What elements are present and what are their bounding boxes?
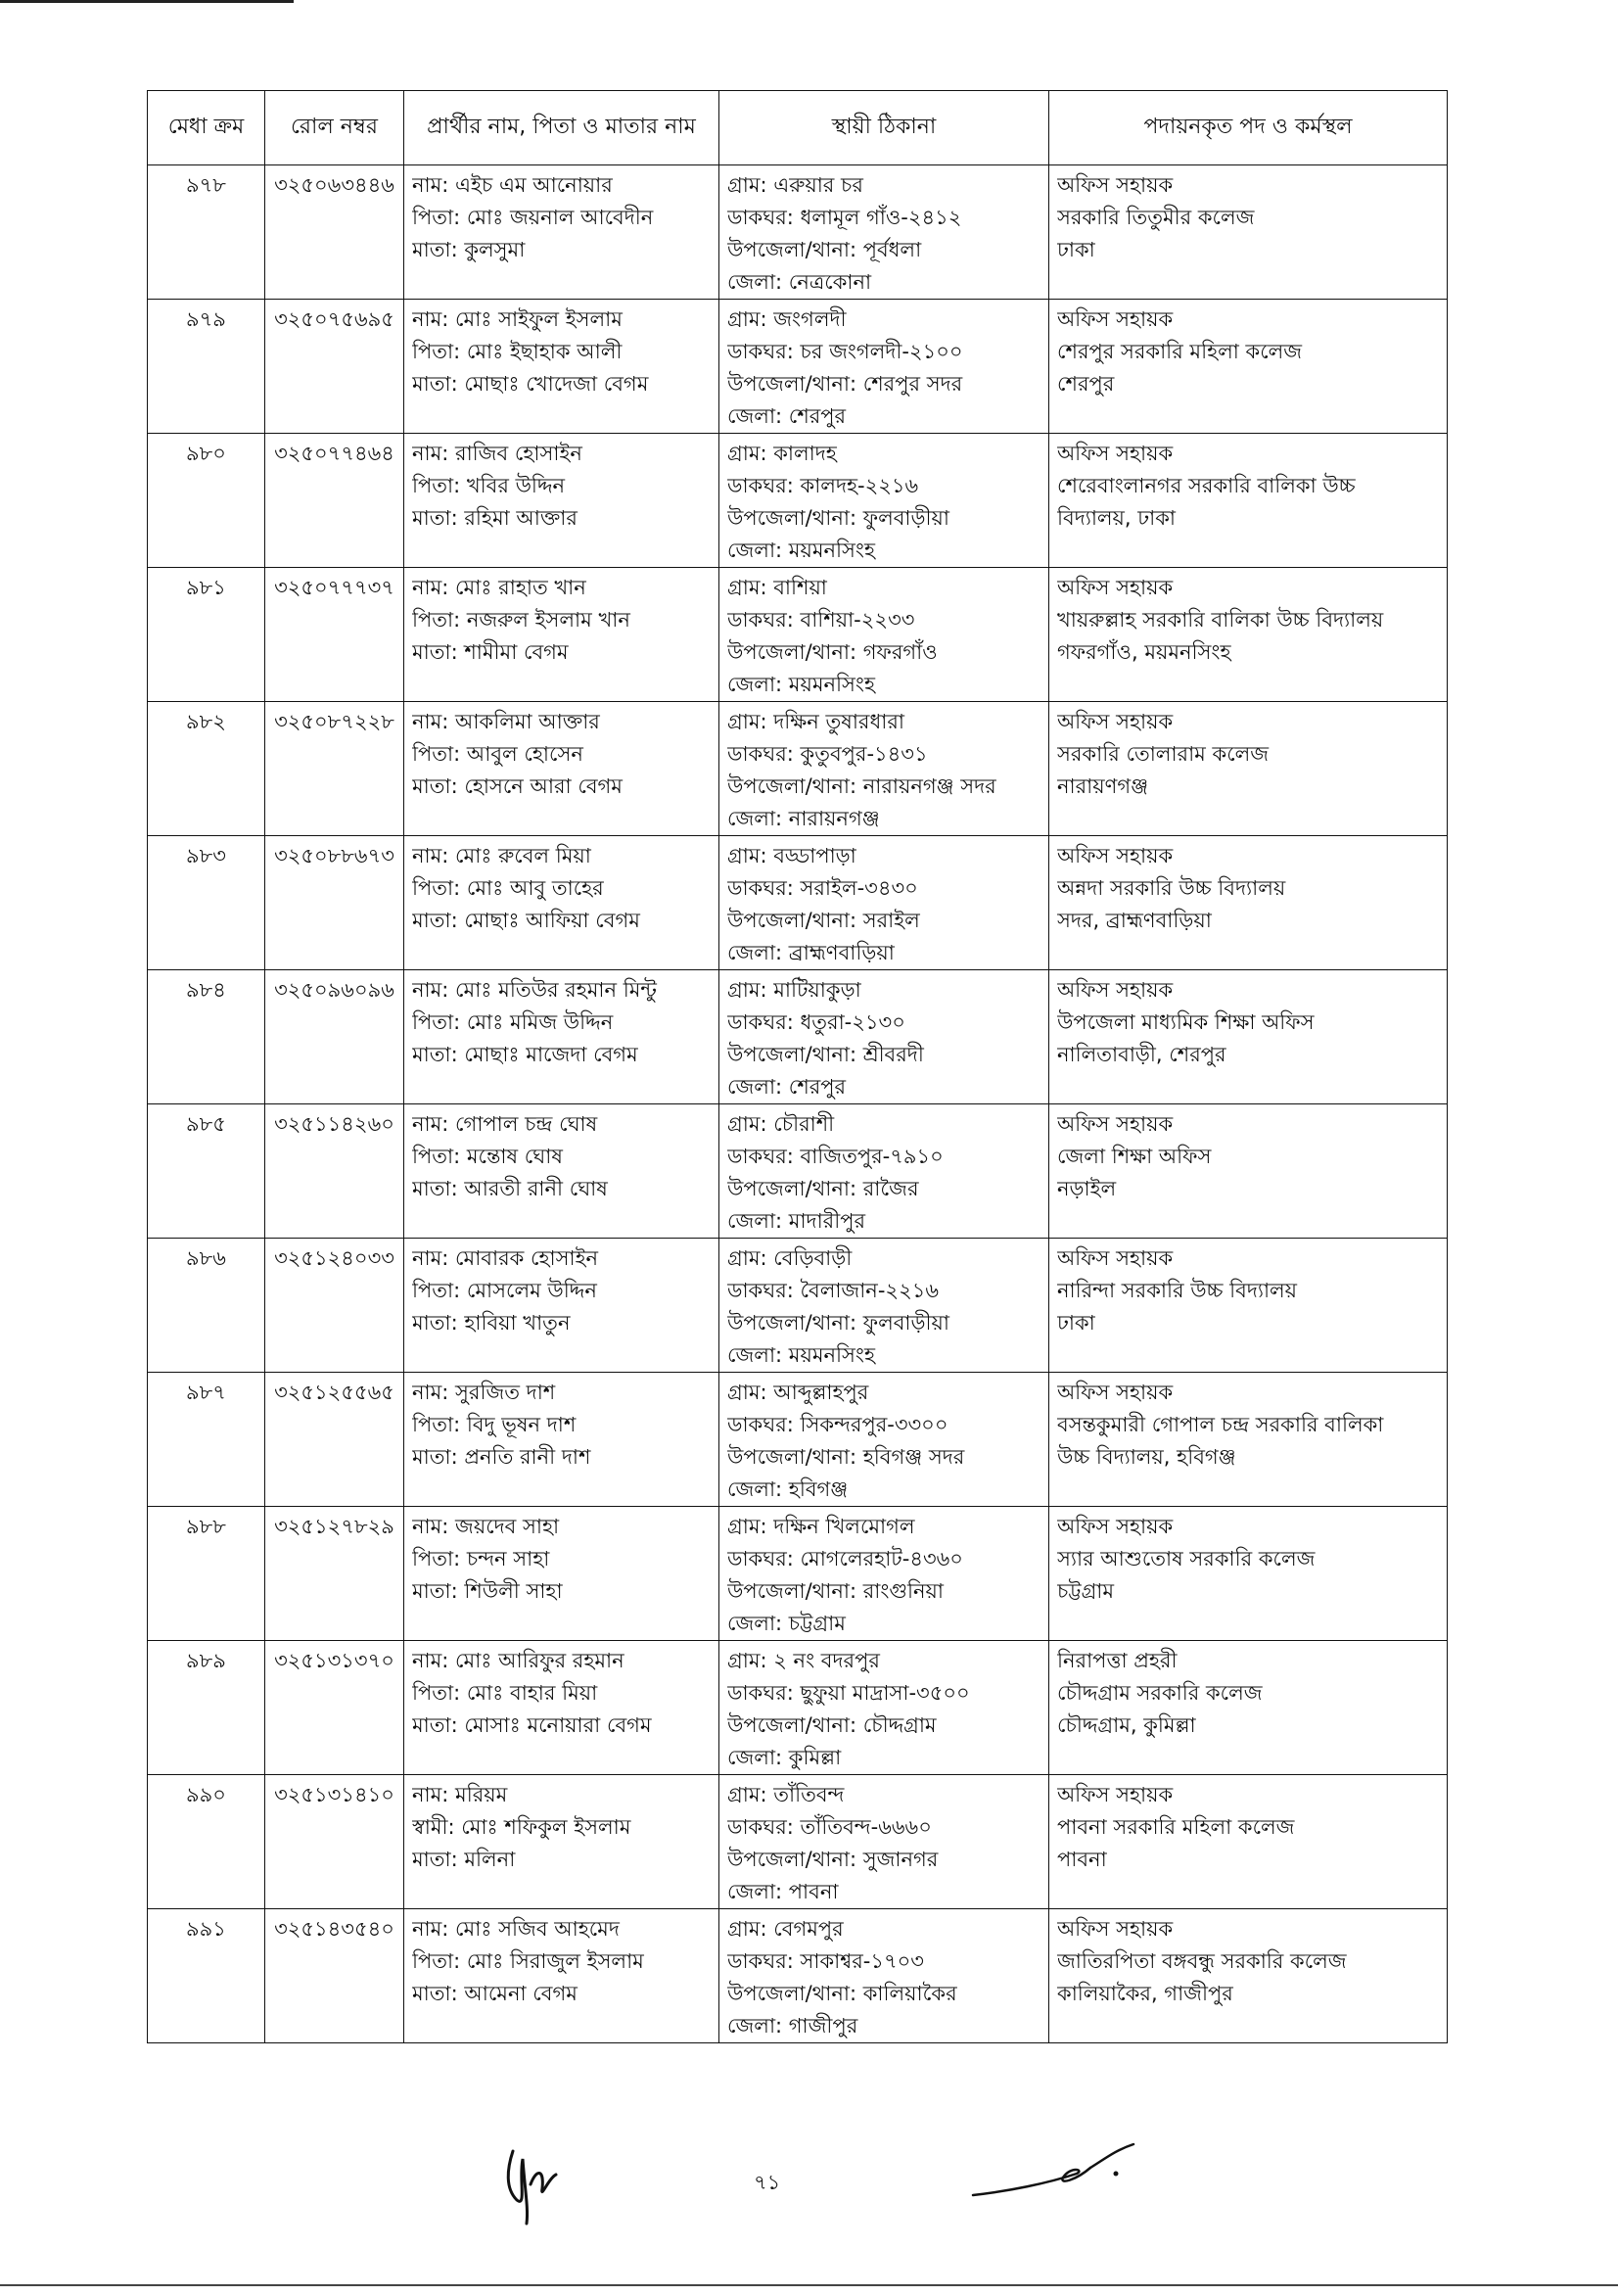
merit-serial-cell: ৯৭৮ bbox=[148, 165, 265, 300]
posting-line: জাতিরপিতা বঙ্গবন্ধু সরকারি কলেজ bbox=[1057, 1949, 1347, 1973]
candidate-info-line: পিতা: মোঃ ইছাহাক আলী bbox=[412, 340, 623, 363]
address-line: জেলা: চট্টগ্রাম bbox=[727, 1612, 846, 1635]
merit-serial-cell: ৯৯১ bbox=[148, 1909, 265, 2043]
posting-cell bbox=[1049, 1507, 1448, 1641]
roll-number-cell: ৩২৫১৩১৩৭০ bbox=[265, 1641, 404, 1775]
address-line: জেলা: হবিগঞ্জ bbox=[727, 1477, 849, 1501]
posting-line: বসন্তকুমারী গোপাল চন্দ্র সরকারি বালিকা bbox=[1057, 1413, 1384, 1436]
candidate-name-cell bbox=[404, 568, 719, 702]
roll-number-cell: ৩২৫০৭৭৭৩৭ bbox=[265, 568, 404, 702]
posting-line: অন্নদা সরকারি উচ্চ বিদ্যালয় bbox=[1057, 876, 1286, 900]
permanent-address-cell bbox=[719, 702, 1049, 836]
candidate-info-line: মাতা: শিউলী সাহা bbox=[412, 1579, 563, 1603]
bottom-scan-edge bbox=[0, 2284, 1618, 2286]
roll-number-cell: ৩২৫১১৪২৬০ bbox=[265, 1104, 404, 1239]
posting-line: জেলা শিক্ষা অফিস bbox=[1057, 1145, 1212, 1168]
roll-number-cell: ৩২৫০৯৬০৯৬ bbox=[265, 970, 404, 1104]
posting-line: স্যার আশুতোষ সরকারি কলেজ bbox=[1057, 1547, 1316, 1570]
candidate-info-line: নাম: এইচ এম আনোয়ার bbox=[412, 173, 613, 197]
posting-line: অফিস সহায়ক bbox=[1057, 1783, 1174, 1806]
header-name: প্রার্থীর নাম, পিতা ও মাতার নাম bbox=[404, 91, 719, 165]
candidate-info-line: নাম: মোঃ রুবেল মিয়া bbox=[412, 844, 591, 867]
candidate-info-line: পিতা: খবির উদ্দিন bbox=[412, 474, 566, 497]
address-line: গ্রাম: বাশিয়া bbox=[727, 576, 827, 599]
posting-line: নিরাপত্তা প্রহরী bbox=[1057, 1649, 1178, 1672]
candidate-name-cell bbox=[404, 702, 719, 836]
address-line: জেলা: শেরপুর bbox=[727, 1075, 847, 1099]
address-line: উপজেলা/থানা: ফুলবাড়ীয়া bbox=[727, 506, 949, 530]
posting-line: অফিস সহায়ক bbox=[1057, 1917, 1174, 1941]
posting-line: চট্টগ্রাম bbox=[1057, 1579, 1115, 1603]
permanent-address-cell bbox=[719, 1909, 1049, 2043]
address-line: উপজেলা/থানা: রাংগুনিয়া bbox=[727, 1579, 945, 1603]
address-line: ডাকঘর: বাশিয়া-২২৩৩ bbox=[727, 608, 915, 632]
address-line: জেলা: কুমিল্লা bbox=[727, 1746, 842, 1769]
posting-cell bbox=[1049, 836, 1448, 970]
permanent-address-cell bbox=[719, 568, 1049, 702]
address-line: গ্রাম: এরুয়ার চর bbox=[727, 173, 863, 197]
candidate-info-line: নাম: মোঃ আরিফুর রহমান bbox=[412, 1649, 624, 1672]
merit-serial-cell: ৯৮৮ bbox=[148, 1507, 265, 1641]
candidate-info-line: পিতা: মোঃ সিরাজুল ইসলাম bbox=[412, 1949, 644, 1973]
posting-line: শেরপুর bbox=[1057, 372, 1115, 396]
address-line: ডাকঘর: চর জংগলদী-২১০০ bbox=[727, 340, 963, 363]
header-row bbox=[148, 91, 1448, 165]
signature-right bbox=[969, 2134, 1165, 2213]
address-line: জেলা: গাজীপুর bbox=[727, 2014, 858, 2038]
candidate-info-line: নাম: জয়দেব সাহা bbox=[412, 1515, 560, 1538]
address-line: গ্রাম: বড্ডাপাড়া bbox=[727, 844, 856, 867]
address-line: ডাকঘর: মোগলেরহাট-৪৩৬০ bbox=[727, 1547, 963, 1570]
roll-number-cell: ৩২৫০৮৭২২৮ bbox=[265, 702, 404, 836]
posting-line: চৌদ্দগ্রাম, কুমিল্লা bbox=[1057, 1713, 1196, 1737]
posting-line: সদর, ব্রাহ্মণবাড়িয়া bbox=[1057, 909, 1212, 932]
merit-serial-cell: ৯৭৯ bbox=[148, 300, 265, 434]
candidate-info-line: পিতা: মোঃ বাহার মিয়া bbox=[412, 1681, 598, 1705]
posting-line: অফিস সহায়ক bbox=[1057, 710, 1174, 733]
address-line: ডাকঘর: ছুফুয়া মাদ্রাসা-৩৫০০ bbox=[727, 1681, 970, 1705]
candidate-info-line: পিতা: মোঃ জয়নাল আবেদীন bbox=[412, 206, 654, 229]
candidate-name-cell bbox=[404, 165, 719, 300]
posting-line: অফিস সহায়ক bbox=[1057, 978, 1174, 1002]
candidate-info-line: মাতা: প্রনতি রানী দাশ bbox=[412, 1445, 591, 1469]
candidate-info-line: মাতা: মোসাঃ মনোয়ারা বেগম bbox=[412, 1713, 652, 1737]
table-row bbox=[148, 836, 1448, 970]
table-row bbox=[148, 1104, 1448, 1239]
candidate-info-line: পিতা: চন্দন সাহা bbox=[412, 1547, 550, 1570]
posting-cell bbox=[1049, 702, 1448, 836]
address-line: ডাকঘর: সাকাশ্বর-১৭০৩ bbox=[727, 1949, 924, 1973]
permanent-address-cell bbox=[719, 165, 1049, 300]
posting-line: অফিস সহায়ক bbox=[1057, 576, 1174, 599]
address-line: ডাকঘর: বৈলাজান-২২১৬ bbox=[727, 1279, 940, 1302]
posting-line: অফিস সহায়ক bbox=[1057, 1112, 1174, 1136]
candidate-info-line: নাম: সুরজিত দাশ bbox=[412, 1381, 556, 1404]
address-line: জেলা: নেত্রকোনা bbox=[727, 270, 872, 294]
posting-line: শেরেবাংলানগর সরকারি বালিকা উচ্চ bbox=[1057, 474, 1356, 497]
address-line: গ্রাম: বেড়িবাড়ী bbox=[727, 1246, 853, 1270]
table-row bbox=[148, 970, 1448, 1104]
candidate-name-cell bbox=[404, 1507, 719, 1641]
posting-line: অফিস সহায়ক bbox=[1057, 442, 1174, 465]
address-line: উপজেলা/থানা: শেরপুর সদর bbox=[727, 372, 963, 396]
permanent-address-cell bbox=[719, 1239, 1049, 1373]
table-row bbox=[148, 1507, 1448, 1641]
posting-cell bbox=[1049, 970, 1448, 1104]
posting-line: নালিতাবাড়ী, শেরপুর bbox=[1057, 1043, 1226, 1066]
merit-list-table bbox=[147, 90, 1448, 2043]
address-line: উপজেলা/থানা: রাজৈর bbox=[727, 1177, 919, 1200]
posting-line: নারায়ণগঞ্জ bbox=[1057, 774, 1149, 798]
merit-serial-cell: ৯৮৭ bbox=[148, 1373, 265, 1507]
merit-serial-cell: ৯৮৫ bbox=[148, 1104, 265, 1239]
candidate-info-line: নাম: মোবারক হোসাইন bbox=[412, 1246, 599, 1270]
header-address: স্থায়ী ঠিকানা bbox=[719, 91, 1049, 165]
address-line: জেলা: ময়মনসিংহ bbox=[727, 673, 875, 696]
posting-line: সরকারি তোলারাম কলেজ bbox=[1057, 742, 1270, 766]
permanent-address-cell bbox=[719, 1641, 1049, 1775]
table-row bbox=[148, 1373, 1448, 1507]
posting-line: খায়রুল্লাহ সরকারি বালিকা উচ্চ বিদ্যালয় bbox=[1057, 608, 1384, 632]
address-line: গ্রাম: ২ নং বদরপুর bbox=[727, 1649, 880, 1672]
address-line: উপজেলা/থানা: নারায়নগঞ্জ সদর bbox=[727, 774, 996, 798]
page-number: ৭১ bbox=[754, 2171, 781, 2194]
candidate-info-line: পিতা: মোসলেম উদ্দিন bbox=[412, 1279, 597, 1302]
posting-cell bbox=[1049, 1641, 1448, 1775]
table-row bbox=[148, 1775, 1448, 1909]
posting-cell bbox=[1049, 568, 1448, 702]
merit-serial-cell: ৯৮১ bbox=[148, 568, 265, 702]
candidate-name-cell bbox=[404, 300, 719, 434]
candidate-info-line: নাম: মোঃ মতিউর রহমান মিন্টু bbox=[412, 978, 657, 1002]
posting-line: গফরগাঁও, ময়মনসিংহ bbox=[1057, 640, 1231, 664]
table-body bbox=[148, 165, 1448, 2043]
candidate-name-cell bbox=[404, 970, 719, 1104]
posting-line: চৌদ্দগ্রাম সরকারি কলেজ bbox=[1057, 1681, 1263, 1705]
merit-serial-cell: ৯৮৬ bbox=[148, 1239, 265, 1373]
merit-serial-cell: ৯৯০ bbox=[148, 1775, 265, 1909]
candidate-info-line: পিতা: নজরুল ইসলাম খান bbox=[412, 608, 630, 632]
address-line: জেলা: পাবনা bbox=[727, 1880, 839, 1903]
candidate-info-line: মাতা: আরতী রানী ঘোষ bbox=[412, 1177, 608, 1200]
address-line: গ্রাম: বেগমপুর bbox=[727, 1917, 844, 1941]
address-line: উপজেলা/থানা: শ্রীবরদী bbox=[727, 1043, 924, 1066]
posting-cell bbox=[1049, 1775, 1448, 1909]
address-line: গ্রাম: তাঁতিবন্দ bbox=[727, 1783, 845, 1806]
posting-line: উচ্চ বিদ্যালয়, হবিগঞ্জ bbox=[1057, 1445, 1236, 1469]
top-scan-edge bbox=[0, 0, 294, 3]
address-line: ডাকঘর: সরাইল-৩৪৩০ bbox=[727, 876, 918, 900]
table-row bbox=[148, 434, 1448, 568]
address-line: গ্রাম: আব্দুল্লাহপুর bbox=[727, 1381, 869, 1404]
table-row bbox=[148, 702, 1448, 836]
candidate-name-cell bbox=[404, 836, 719, 970]
candidate-name-cell bbox=[404, 434, 719, 568]
address-line: গ্রাম: কালাদহ bbox=[727, 442, 837, 465]
posting-line: নড়াইল bbox=[1057, 1177, 1117, 1200]
roll-number-cell: ৩২৫১২৪০৩৩ bbox=[265, 1239, 404, 1373]
posting-line: উপজেলা মাধ্যমিক শিক্ষা অফিস bbox=[1057, 1010, 1315, 1034]
address-line: জেলা: নারায়নগঞ্জ bbox=[727, 807, 880, 830]
permanent-address-cell bbox=[719, 836, 1049, 970]
merit-serial-cell: ৯৮৩ bbox=[148, 836, 265, 970]
permanent-address-cell bbox=[719, 1775, 1049, 1909]
merit-serial-cell: ৯৮৯ bbox=[148, 1641, 265, 1775]
posting-line: অফিস সহায়ক bbox=[1057, 844, 1174, 867]
address-line: গ্রাম: চৌরাশী bbox=[727, 1112, 835, 1136]
candidate-info-line: মাতা: আমেনা বেগম bbox=[412, 1982, 578, 2005]
table-row bbox=[148, 1641, 1448, 1775]
merit-serial-cell: ৯৮২ bbox=[148, 702, 265, 836]
posting-line: সরকারি তিতুমীর কলেজ bbox=[1057, 206, 1255, 229]
address-line: উপজেলা/থানা: সরাইল bbox=[727, 909, 920, 932]
table-row bbox=[148, 1239, 1448, 1373]
permanent-address-cell bbox=[719, 970, 1049, 1104]
posting-line: অফিস সহায়ক bbox=[1057, 173, 1174, 197]
candidate-info-line: মাতা: কুলসুমা bbox=[412, 238, 526, 261]
candidate-info-line: মাতা: হাবিয়া খাতুন bbox=[412, 1311, 571, 1335]
candidate-info-line: নাম: মোঃ সজিব আহমেদ bbox=[412, 1917, 620, 1941]
candidate-info-line: নাম: রাজিব হোসাইন bbox=[412, 442, 582, 465]
address-line: ডাকঘর: ধলামূল গাঁও-২৪১২ bbox=[727, 206, 962, 229]
candidate-name-cell bbox=[404, 1239, 719, 1373]
address-line: উপজেলা/থানা: গফরগাঁও bbox=[727, 640, 938, 664]
roll-number-cell: ৩২৫১৪৩৫৪০ bbox=[265, 1909, 404, 2043]
posting-cell bbox=[1049, 1104, 1448, 1239]
posting-cell bbox=[1049, 1909, 1448, 2043]
address-line: গ্রাম: দক্ষিন খিলমোগল bbox=[727, 1515, 915, 1538]
candidate-info-line: নাম: আকলিমা আক্তার bbox=[412, 710, 600, 733]
candidate-info-line: নাম: মোঃ রাহাত খান bbox=[412, 576, 586, 599]
candidate-info-line: নাম: মোঃ সাইফুল ইসলাম bbox=[412, 307, 623, 331]
permanent-address-cell bbox=[719, 1373, 1049, 1507]
header-serial: মেধা ক্রম bbox=[148, 91, 265, 165]
posting-cell bbox=[1049, 1373, 1448, 1507]
candidate-info-line: মাতা: মলিনা bbox=[412, 1848, 516, 1871]
candidate-name-cell bbox=[404, 1909, 719, 2043]
roll-number-cell: ৩২৫০৬৩৪৪৬ bbox=[265, 165, 404, 300]
candidate-info-line: পিতা: মোঃ মমিজ উদ্দিন bbox=[412, 1010, 614, 1034]
posting-line: নারিন্দা সরকারি উচ্চ বিদ্যালয় bbox=[1057, 1279, 1298, 1302]
address-line: জেলা: ময়মনসিংহ bbox=[727, 539, 875, 562]
table-row bbox=[148, 1909, 1448, 2043]
candidate-name-cell bbox=[404, 1104, 719, 1239]
candidate-info-line: মাতা: হোসনে আরা বেগম bbox=[412, 774, 623, 798]
permanent-address-cell bbox=[719, 300, 1049, 434]
posting-line: ঢাকা bbox=[1057, 1311, 1095, 1335]
permanent-address-cell bbox=[719, 1104, 1049, 1239]
posting-line: বিদ্যালয়, ঢাকা bbox=[1057, 506, 1177, 530]
candidate-info-line: স্বামী: মোঃ শফিকুল ইসলাম bbox=[412, 1815, 631, 1839]
roll-number-cell: ৩২৫০৮৮৬৭৩ bbox=[265, 836, 404, 970]
posting-cell bbox=[1049, 165, 1448, 300]
posting-line: পাবনা সরকারি মহিলা কলেজ bbox=[1057, 1815, 1295, 1839]
candidate-info-line: পিতা: আবুল হোসেন bbox=[412, 742, 583, 766]
address-line: গ্রাম: মাটিয়াকুড়া bbox=[727, 978, 861, 1002]
candidate-info-line: পিতা: বিদু ভূষন দাশ bbox=[412, 1413, 577, 1436]
signature-left bbox=[499, 2139, 568, 2227]
address-line: জেলা: ব্রাহ্মণবাড়িয়া bbox=[727, 941, 895, 964]
posting-line: ঢাকা bbox=[1057, 238, 1095, 261]
candidate-info-line: মাতা: মোছাঃ খোদেজা বেগম bbox=[412, 372, 649, 396]
candidate-info-line: নাম: গোপাল চন্দ্র ঘোষ bbox=[412, 1112, 598, 1136]
posting-cell bbox=[1049, 434, 1448, 568]
merit-serial-cell: ৯৮৪ bbox=[148, 970, 265, 1104]
address-line: উপজেলা/থানা: চৌদ্দগ্রাম bbox=[727, 1713, 937, 1737]
candidate-info-line: মাতা: শামীমা বেগম bbox=[412, 640, 569, 664]
candidate-info-line: মাতা: রহিমা আক্তার bbox=[412, 506, 578, 530]
posting-line: অফিস সহায়ক bbox=[1057, 307, 1174, 331]
candidate-name-cell bbox=[404, 1373, 719, 1507]
roll-number-cell: ৩২৫০৭৭৪৬৪ bbox=[265, 434, 404, 568]
posting-line: অফিস সহায়ক bbox=[1057, 1246, 1174, 1270]
address-line: গ্রাম: দক্ষিন তুষারধারা bbox=[727, 710, 904, 733]
candidate-name-cell bbox=[404, 1641, 719, 1775]
address-line: ডাকঘর: কালদহ-২২১৬ bbox=[727, 474, 919, 497]
posting-line: অফিস সহায়ক bbox=[1057, 1515, 1174, 1538]
address-line: উপজেলা/থানা: সুজানগর bbox=[727, 1848, 939, 1871]
candidate-info-line: পিতা: মোঃ আবু তাহের bbox=[412, 876, 604, 900]
address-line: ডাকঘর: কুতুবপুর-১৪৩১ bbox=[727, 742, 928, 766]
posting-line: অফিস সহায়ক bbox=[1057, 1381, 1174, 1404]
header-roll: রোল নম্বর bbox=[265, 91, 404, 165]
roll-number-cell: ৩২৫১৩১৪১০ bbox=[265, 1775, 404, 1909]
address-line: জেলা: মাদারীপুর bbox=[727, 1209, 866, 1233]
posting-line: কালিয়াকৈর, গাজীপুর bbox=[1057, 1982, 1233, 2005]
table-header bbox=[148, 91, 1448, 165]
roll-number-cell: ৩২৫১২৭৮২৯ bbox=[265, 1507, 404, 1641]
address-line: উপজেলা/থানা: ফুলবাড়ীয়া bbox=[727, 1311, 949, 1335]
candidate-name-cell bbox=[404, 1775, 719, 1909]
address-line: জেলা: ময়মনসিংহ bbox=[727, 1343, 875, 1367]
permanent-address-cell bbox=[719, 1507, 1049, 1641]
posting-cell bbox=[1049, 1239, 1448, 1373]
candidate-info-line: নাম: মরিয়ম bbox=[412, 1783, 508, 1806]
address-line: উপজেলা/থানা: পূর্বধলা bbox=[727, 238, 922, 261]
table-row bbox=[148, 165, 1448, 300]
address-line: ডাকঘর: সিকন্দরপুর-৩৩০০ bbox=[727, 1413, 948, 1436]
posting-line: পাবনা bbox=[1057, 1848, 1107, 1871]
address-line: জেলা: শেরপুর bbox=[727, 404, 847, 428]
permanent-address-cell bbox=[719, 434, 1049, 568]
table-row bbox=[148, 568, 1448, 702]
roll-number-cell: ৩২৫১২৫৫৬৫ bbox=[265, 1373, 404, 1507]
roll-number-cell: ৩২৫০৭৫৬৯৫ bbox=[265, 300, 404, 434]
merit-serial-cell: ৯৮০ bbox=[148, 434, 265, 568]
address-line: ডাকঘর: ধতুরা-২১৩০ bbox=[727, 1010, 905, 1034]
header-posting: পদায়নকৃত পদ ও কর্মস্থল bbox=[1049, 91, 1448, 165]
address-line: উপজেলা/থানা: কালিয়াকৈর bbox=[727, 1982, 957, 2005]
candidate-info-line: পিতা: মন্তোষ ঘোষ bbox=[412, 1145, 563, 1168]
table-row bbox=[148, 300, 1448, 434]
posting-line: শেরপুর সরকারি মহিলা কলেজ bbox=[1057, 340, 1303, 363]
address-line: গ্রাম: জংগলদী bbox=[727, 307, 847, 331]
candidate-info-line: মাতা: মোছাঃ মাজেদা বেগম bbox=[412, 1043, 638, 1066]
posting-cell bbox=[1049, 300, 1448, 434]
address-line: ডাকঘর: বাজিতপুর-৭৯১০ bbox=[727, 1145, 944, 1168]
address-line: ডাকঘর: তাঁতিবন্দ-৬৬৬০ bbox=[727, 1815, 932, 1839]
candidate-info-line: মাতা: মোছাঃ আফিয়া বেগম bbox=[412, 909, 640, 932]
address-line: উপজেলা/থানা: হবিগঞ্জ সদর bbox=[727, 1445, 965, 1469]
